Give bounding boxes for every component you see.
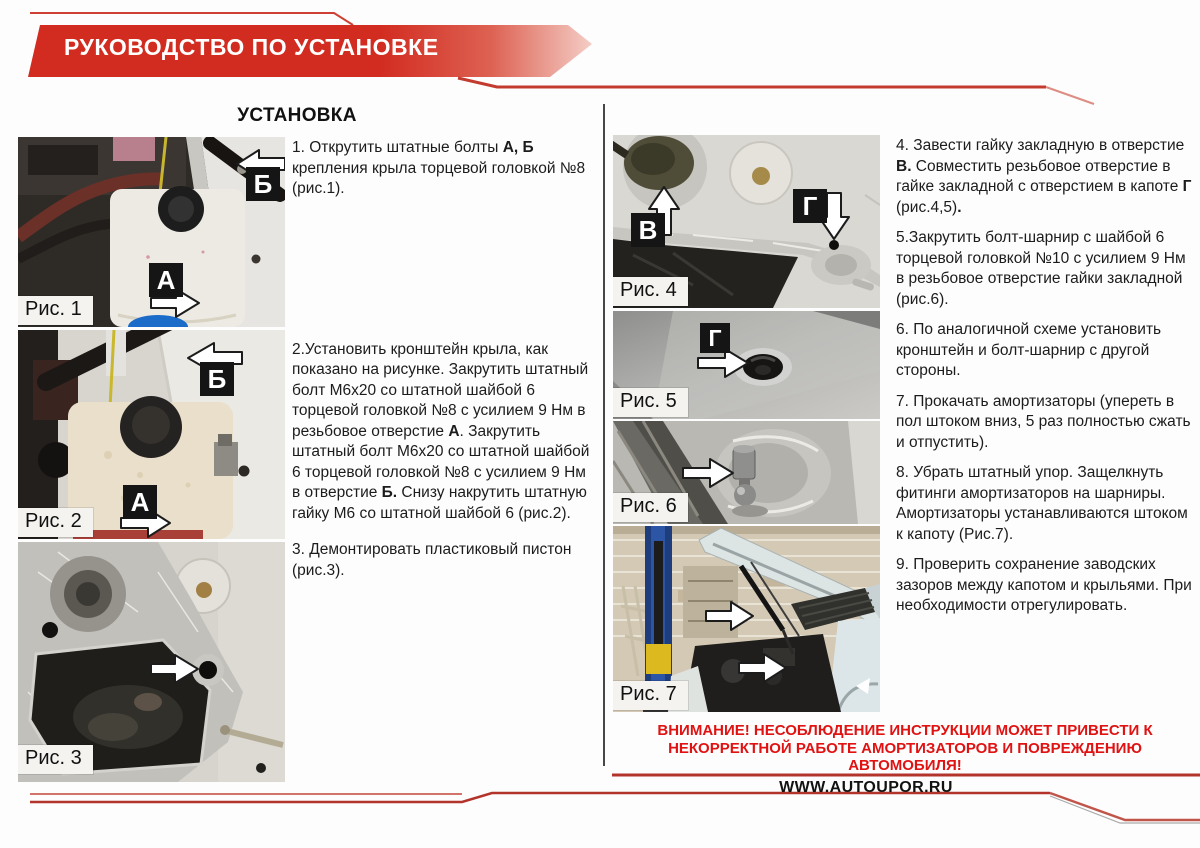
figure-6-photo [613,421,880,524]
figure-4-photo [613,135,880,308]
marker-letter-g: Г [700,323,730,353]
marker-letter-b: Б [200,362,234,396]
column-divider [603,104,605,766]
instruction-step: 4. Завести гайку закладную в отверстие В. Совместить резьбовое отверстие в гайке закладной с отверстием в капоте Г (рис.4,5). [896,137,1192,216]
footer-lines-graphic [0,765,1200,848]
instruction-step: 2.Установить кронштейн крыла, как показано на рисунке. Закрутить штатный болт М6х20 со штатной шайбой 6 торцевой головкой №8 с усилием 9 Нм в резьбовое отверстие А. Закрутить штатный болт М6х20 со штатной шайбой 6 торцевой головкой №8 с усилием 9 Нм в отверстие Б. Снизу накрутить штатную гайку М6 со штатной шайбой 6 (рис.2). [292,340,590,522]
figure-5-photo [613,311,880,419]
instruction-step: 8. Убрать штатный упор. Защелкнуть фитинги амортизаторов на шарниры. Амортизаторы устанавливаются штоком к капоту (Рис.7). [896,464,1188,543]
figure-7-photo [613,526,880,712]
website-url: WWW.AUTOUPOR.RU [779,779,953,796]
instructions-left-column [292,138,596,581]
marker-letter-v: В [631,213,665,247]
instruction-step: 9. Проверить сохранение заводских зазоров между капотом и крыльями. При необходимости отрегулировать. [896,556,1192,614]
marker-letter-b: Б [246,167,280,201]
figure-caption: Рис. 2 [18,508,93,537]
warning-line: НЕКОРРЕКТНОЙ РАБОТЕ АМОРТИЗАТОРОВ И ПОВРЕЖДЕНИЮ [668,739,1142,757]
section-title: УСТАНОВКА [237,105,357,126]
marker-letter-a: А [123,485,157,519]
warning-line: АВТОМОБИЛЯ! [848,757,962,774]
page-title: РУКОВОДСТВО ПО УСТАНОВКЕ [64,34,439,60]
marker-letter-a: А [149,263,183,297]
instruction-step: 1. Открутить штатные болты А, Б крепления крыла торцевой головкой №8 (рис.1). [292,139,586,197]
instruction-step: 5.Закрутить болт-шарнир с шайбой 6 торцевой головкой №10 с усилием 9 Нм в резьбовое отверстие гайки закладной (рис.6). [896,229,1186,308]
instructions-right-column [896,136,1193,627]
warning-line: ВНИМАНИЕ! НЕСОБЛЮДЕНИЕ ИНСТРУКЦИИ МОЖЕТ ПРИВЕСТИ К [657,722,1153,739]
figure-caption: Рис. 3 [18,745,93,774]
figure-2-photo [18,330,285,539]
instruction-step: 3. Демонтировать пластиковый пистон (рис.3). [292,541,572,579]
figure-caption: Рис. 7 [613,681,688,710]
figure-caption: Рис. 1 [18,296,93,325]
instruction-step: 6. По аналогичной схеме установить кронштейн и болт-шарнир с другой стороны. [896,321,1162,379]
figure-caption: Рис. 5 [613,388,688,417]
instruction-step: 7. Прокачать амортизаторы (упереть в пол штоком вниз, 5 раз полностью сжать и отпустить). [896,392,1191,451]
figure-3-photo [18,542,285,782]
figure-caption: Рис. 6 [613,493,688,522]
marker-letter-g: Г [793,189,827,223]
figure-1-photo [18,137,285,327]
figure-caption: Рис. 4 [613,277,688,306]
